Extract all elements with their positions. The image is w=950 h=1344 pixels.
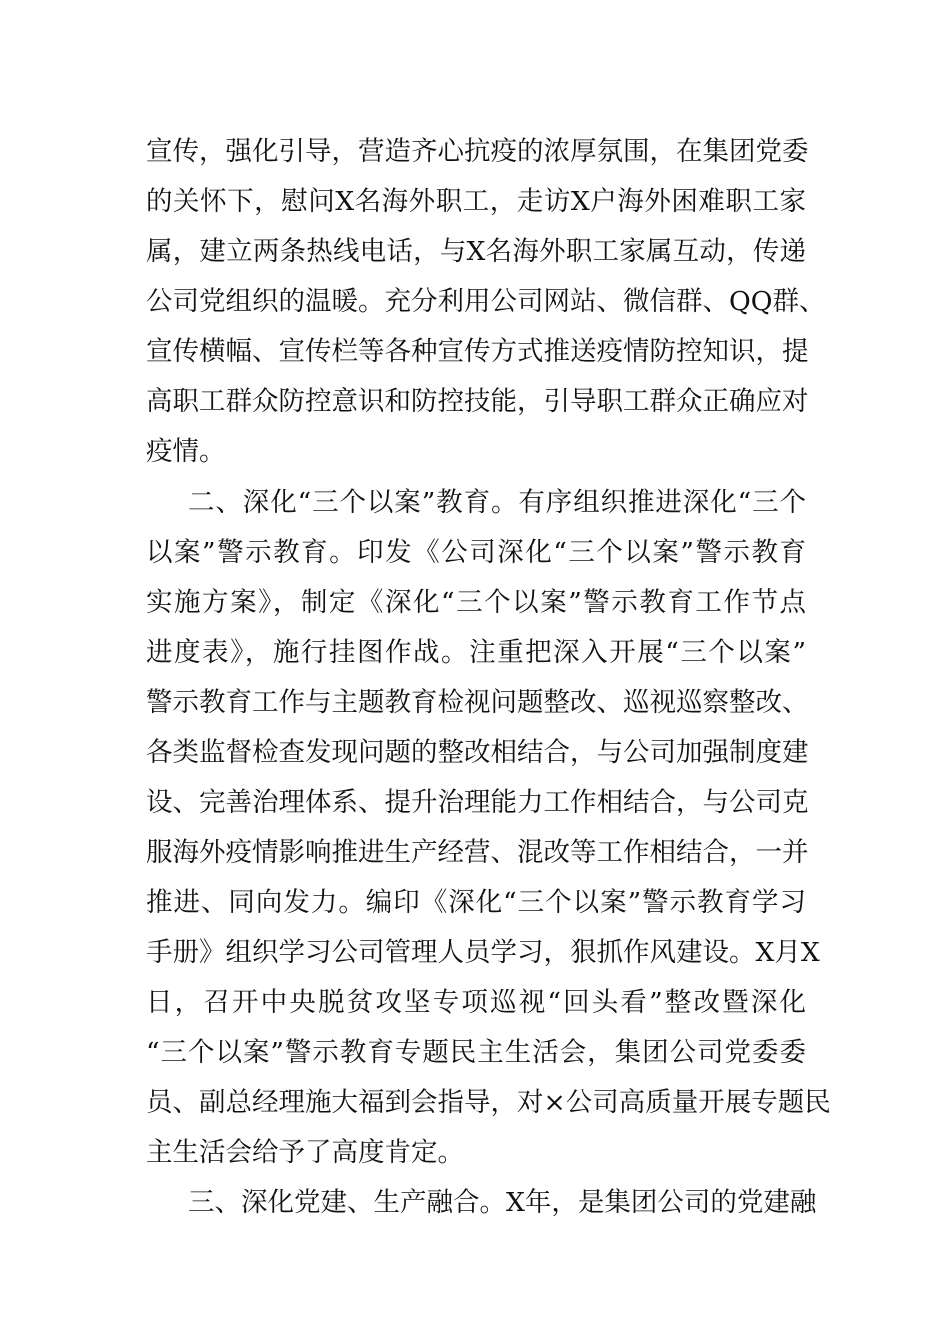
paragraph-line-18: 日，召开中央脱贫攻坚专项巡视“回头看”整改暨深化 xyxy=(146,987,806,1018)
paragraph-line-1: 宣传，强化引导，营造齐心抗疫的浓厚氛围，在集团党委 xyxy=(146,136,809,167)
paragraph-line-11: 进度表》，施行挂图作战。注重把深入开展“三个以案” xyxy=(146,637,806,668)
paragraph-line-4: 公司党组织的温暖。充分利用公司网站、微信群、QQ群、 xyxy=(146,286,826,317)
paragraph-line-10: 实施方案》，制定《深化“三个以案”警示教育工作节点 xyxy=(146,587,806,618)
paragraph-line-17: 手册》组织学习公司管理人员学习，狠抓作风建设。X月X xyxy=(146,937,820,968)
paragraph-line-16: 推进、同向发力。编印《深化“三个以案”警示教育学习 xyxy=(146,887,806,918)
paragraph-line-6: 高职工群众防控意识和防控技能，引导职工群众正确应对 xyxy=(146,386,809,417)
paragraph-line-12: 警示教育工作与主题教育检视问题整改、巡视巡察整改、 xyxy=(146,687,809,718)
section-two-heading-line: 二、深化“三个以案”教育。有序组织推进深化“三个 xyxy=(188,487,806,518)
paragraph-line-3: 属，建立两条热线电话，与X名海外职工家属互动，传递 xyxy=(146,236,806,267)
paragraph-line-14: 设、完善治理体系、提升治理能力工作相结合，与公司克 xyxy=(146,787,809,818)
paragraph-line-2: 的关怀下，慰问X名海外职工，走访X户海外困难职工家 xyxy=(146,186,806,217)
paragraph-line-15: 服海外疫情影响推进生产经营、混改等工作相结合，一并 xyxy=(146,837,809,868)
paragraph-line-7: 疫情。 xyxy=(146,436,226,467)
paragraph-line-20: 员、副总经理施大福到会指导，对×公司高质量开展专题民 xyxy=(146,1087,831,1118)
paragraph-line-21: 主生活会给予了高度肯定。 xyxy=(146,1137,464,1168)
paragraph-line-19: “三个以案”警示教育专题民主生活会，集团公司党委委 xyxy=(146,1037,806,1068)
paragraph-line-13: 各类监督检查发现问题的整改相结合，与公司加强制度建 xyxy=(146,737,809,768)
section-three-heading-line: 三、深化党建、生产融合。X年，是集团公司的党建融 xyxy=(188,1187,817,1218)
paragraph-line-5: 宣传横幅、宣传栏等各种宣传方式推送疫情防控知识，提 xyxy=(146,336,809,367)
paragraph-line-9: 以案”警示教育。印发《公司深化“三个以案”警示教育 xyxy=(146,537,806,568)
